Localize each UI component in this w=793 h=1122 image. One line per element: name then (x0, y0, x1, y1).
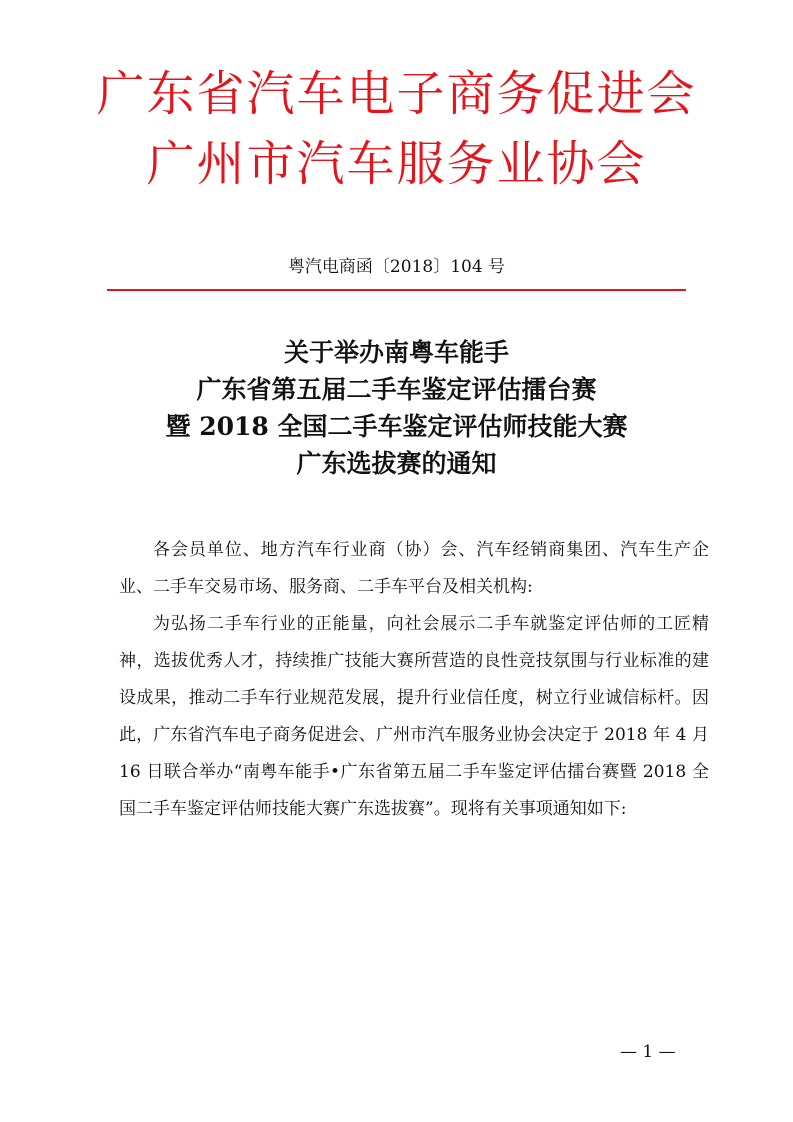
issuing-organization-1: 广东省汽车电子商务促进会 (96, 66, 697, 122)
title-line-4: 广东选拔赛的通知 (296, 449, 497, 478)
document-body (119, 532, 709, 828)
document-number: 粤汽电商函〔2018〕104 号 (287, 257, 506, 277)
page-number: — 1 — (620, 1042, 676, 1062)
body-paragraph: 为弘扬二手车行业的正能量，向社会展示二手车就鉴定评估师的工匠精神，选拔优秀人才，持续推广技能大赛所营造的良性竞技氛围与行业标准的建设成果，推动二手车行业规范发展，提升行业信任度，树立行业诚信标杆。因此，广东省汽车电子商务促进会、广州市汽车服务业协会决定于 2018 年 4 月 16 日联合举办“南粤车能手•广东省第五届二手车鉴定评估擂台赛暨 2018 全国二手车鉴定评估师技能大赛广东选拔赛”。现将有关事项通知如下: (119, 614, 709, 819)
title-line-2: 广东省第五届二手车鉴定评估擂台赛 (196, 375, 597, 404)
title-line-1: 关于举办南粤车能手 (283, 338, 509, 367)
red-separator-line (107, 289, 686, 291)
issuing-organization-2: 广州市汽车服务业协会 (146, 136, 647, 192)
title-line-3: 暨 2018 全国二手车鉴定评估师技能大赛 (165, 412, 628, 441)
document-title (0, 334, 793, 482)
addressee-paragraph: 各会员单位、地方汽车行业商（协）会、汽车经销商集团、汽车生产企业、二手车交易市场、服务商、二手车平台及相关机构: (119, 540, 709, 597)
